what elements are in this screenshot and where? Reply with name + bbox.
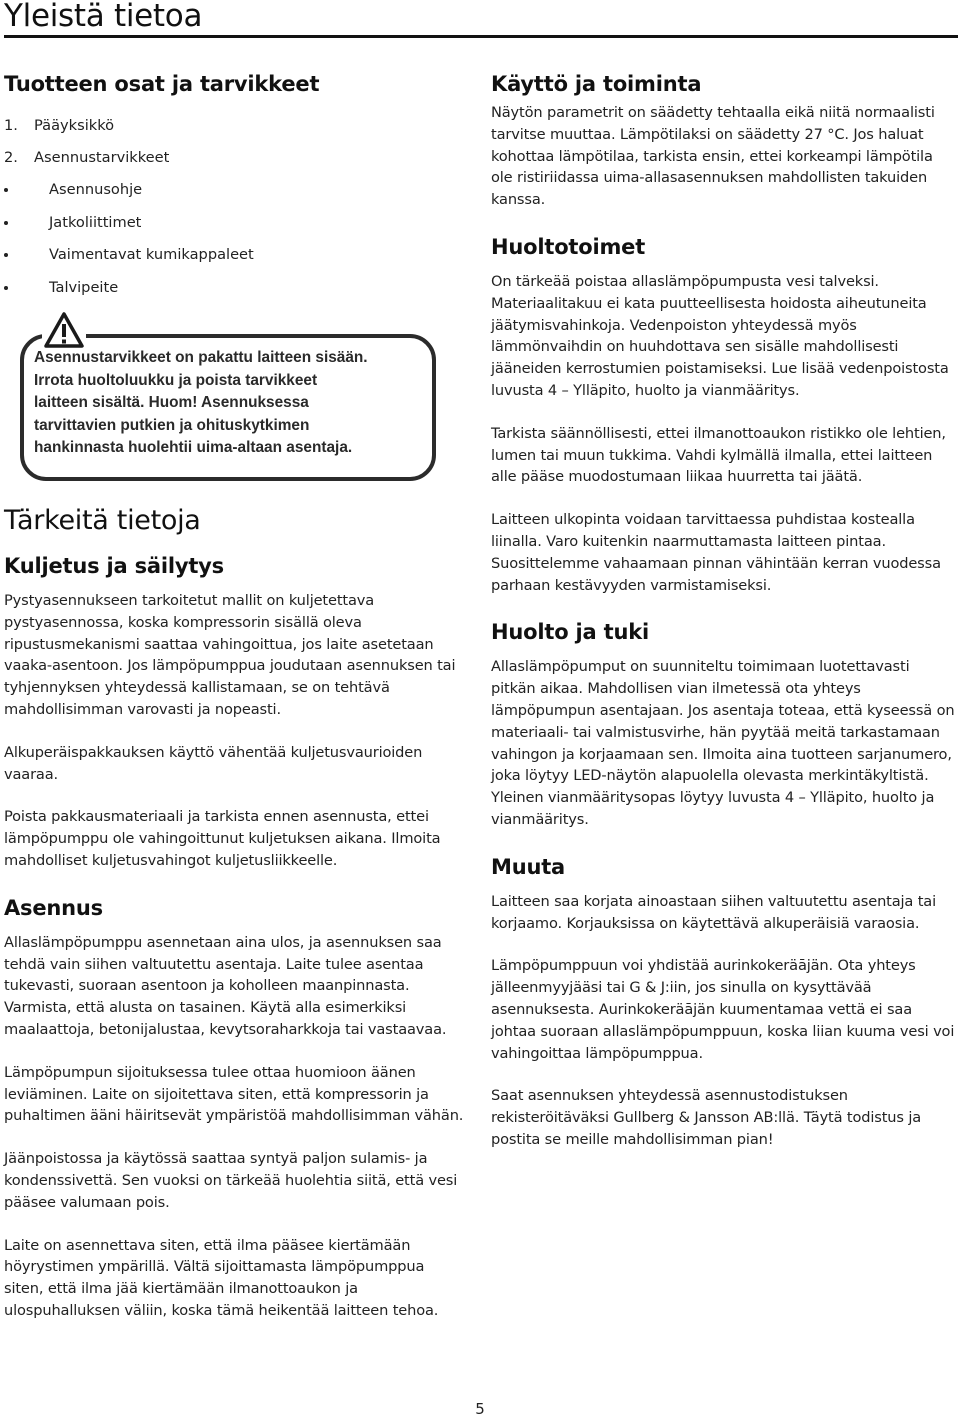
install-heading: Asennus bbox=[4, 895, 103, 920]
service-paragraph: Allaslämpöpumput on suunniteltu toimimaan luotettavasti pitkän aikaa. Mahdollisen vian ilmetessä ota yhteys lämpöpumpun asentajaan. Jos asentaja toteaa, että kyseessä on materiaali- tai valmistusvirhe, hän pyytää meitä tarkastamaan vahingon ja korjaamaan sen. Ilmoita aina tuotteen sarjanumero, joka löytyy LED-näytön alapuolella olevasta merkintäkyltistä. Yleinen vianmääritysopas löytyy luvusta 4 – Ylläpito, huolto ja vianmääritys. bbox=[491, 658, 955, 828]
important-title: Tärkeitä tietoja bbox=[4, 505, 201, 536]
page-title: Yleistä tietoa bbox=[4, 0, 203, 34]
right-column bbox=[491, 68, 958, 1151]
service-heading: Huolto ja tuki bbox=[491, 620, 649, 645]
maintenance-heading: Huoltotoimet bbox=[491, 234, 646, 259]
other-paragraph-1: Laitteen saa korjata ainoastaan siihen valtuutettu asentaja tai korjaamo. Korjauksissa on käytettävä alkuperäisiä varaosia. bbox=[491, 892, 936, 932]
page-number: 5 bbox=[475, 1400, 485, 1418]
maintenance-paragraph-1: On tärkeää poistaa allaslämpöpumpusta vesi talveksi. Materiaalitakuu ei kata puutteellisesta hoidosta aiheutuneita jäätymisvahinkoja. Vedenpoiston yhteydessä myös lämmönvaihdin on huuhdottava sen sisälle mahdollisesti jääneiden kerrostumien poistamiseksi. Lue lisää vedenpoistosta luvusta 4 – Ylläpito, huolto ja vianmääritys. bbox=[491, 272, 949, 399]
list-item: 1. Pääyksikkö bbox=[4, 117, 115, 134]
install-paragraph-1: Allaslämpöpumppu asennetaan aina ulos, ja asennuksen saa tehdä vain siihen valtuutettu asentaja. Laite tulee asentaa tukevasti, suoraan asentoon ja koholleen maanpinnasta. Varmista, että alusta on tasainen. Käytä alla esimerkiksi maalaattoja, betonijalustaa, kevytsoraharkkoja tai vastaavaa. bbox=[4, 933, 447, 1038]
list-item: 2. Asennustarvikkeet bbox=[4, 149, 170, 166]
transport-paragraph-2: Alkuperäispakkauksen käyttö vähentää kuljetusvaurioiden vaaraa. bbox=[4, 743, 423, 783]
other-paragraph-3: Saat asennuksen yhteydessä asennustodistuksen rekisteröitäväksi Gullberg & Jansson AB:llä. Täytä todistus ja postita se meille mahdollisimman pian! bbox=[491, 1087, 922, 1148]
transport-heading: Kuljetus ja säilytys bbox=[4, 554, 224, 578]
warning-triangle-icon bbox=[42, 310, 86, 350]
transport-paragraph-3: Poista pakkausmateriaali ja tarkista ennen asennusta, ettei lämpöpumppu ole vahingoittunut kuljetuksen aikana. Ilmoita mahdolliset kuljetusvahingot kuljetusliikkeelle. bbox=[4, 808, 441, 869]
maintenance-paragraph-3: Laitteen ulkopinta voidaan tarvittaessa puhdistaa kostealla liinalla. Varo kuitenkin naarmuttamasta laitteen pintaa. Suosittelemme vahaamaan pinnan vähintään kerran vuodessa parhaan kestävyyden varmistamiseksi. bbox=[491, 511, 941, 594]
other-paragraph-2: Lämpöpumppuun voi yhdistää aurinkokeräājän. Ota yhteys jälleenmyyjääsi tai G & J:iin, jos sinulla on kysyttävää asennuksesta. Aurinkokeräājän kuumentamaa vettä ei saa johtaa suoraan allaslämpöpumppuun, koska liian kuuma vesi voi vahingoittaa lämpöpumppua. bbox=[491, 957, 955, 1062]
operation-heading: Käyttö ja toiminta bbox=[491, 72, 702, 96]
parts-heading: Tuotteen osat ja tarvikkeet bbox=[4, 72, 320, 96]
list-item: Asennusohje bbox=[4, 180, 466, 213]
title-divider bbox=[4, 35, 958, 38]
install-paragraph-4: Laite on asennettava siten, että ilma pääsee kiertämään höyrystimen ympärillä. Vältä sijoittamasta lämpöpumppua siten, että ilma jää kiertämään ilmanottoaukon ja ulospuhalluksen väliin, koska tämä heikentää laitteen tehoa. bbox=[4, 1236, 439, 1319]
warning-text: Asennustarvikkeet on pakattu laitteen sisään. Irrota huoltoluukku ja poista tarvikkeet laitteen sisältä. Huom! Asennuksessa tarvittavien putkien ja ohituskytkimen hankinnasta huolehtii uima-altaan asentaja. bbox=[34, 349, 368, 456]
install-paragraph-3: Jäänpoistossa ja käytössä saattaa syntyä paljon sulamis- ja kondenssivettä. Sen vuoksi on tärkeää huolehtia siitä, että vesi pääsee valumaan pois. bbox=[4, 1150, 458, 1211]
warning-notice bbox=[4, 310, 466, 490]
install-paragraph-2: Lämpöpumpun sijoituksessa tulee ottaa huomioon äänen leviäminen. Laite on sijoitettava siten, että kompressorin ja puhaltimen ääni häiritsevät ympäristöä mahdollisimman vähän. bbox=[4, 1063, 464, 1125]
accessories-bullet-list bbox=[4, 180, 466, 310]
transport-paragraph-1: Pystyasennukseen tarkoitetut mallit on kuljetettava pystyasennossa, koska kompressorin sisällä oleva ripustusmekanismi saattaa vahingoittua, jos laite asetetaan vaaka-asentoon. Jos lämpöpumppua joudutaan asennuksen tai tyhjennyksen yhteydessä kallistamaan, se on tehtävä mahdollisimman varovasti ja nopeasti. bbox=[4, 592, 456, 718]
list-item: Talvipeite bbox=[4, 278, 466, 311]
operation-paragraph: Näytön parametrit on säädetty tehtaalla eikä niitä normaalisti tarvitse muuttaa. Lämpötilaksi on säädetty 27 °C. Jos haluat kohottaa lämpötilaa, tarkista ensin, ettei korkeampi lämpötila ole ristiriidassa uima-allasasennuksen mahdollisten takuiden kanssa. bbox=[491, 104, 935, 209]
parts-numbered-list bbox=[4, 116, 466, 180]
important-section bbox=[4, 505, 466, 1322]
list-item: Jatkoliittimet bbox=[4, 213, 466, 246]
list-item: Vaimentavat kumikappaleet bbox=[4, 245, 466, 278]
maintenance-paragraph-2: Tarkista säännöllisesti, ettei ilmanottoaukon ristikko ole lehtien, lumen tai muun tukkima. Vahdi kylmällä ilmalla, ettei laitteen alle pääse muodostumaan liikaa huurretta tai jäätä. bbox=[491, 424, 946, 486]
other-heading: Muuta bbox=[491, 854, 566, 879]
left-column bbox=[4, 68, 466, 490]
